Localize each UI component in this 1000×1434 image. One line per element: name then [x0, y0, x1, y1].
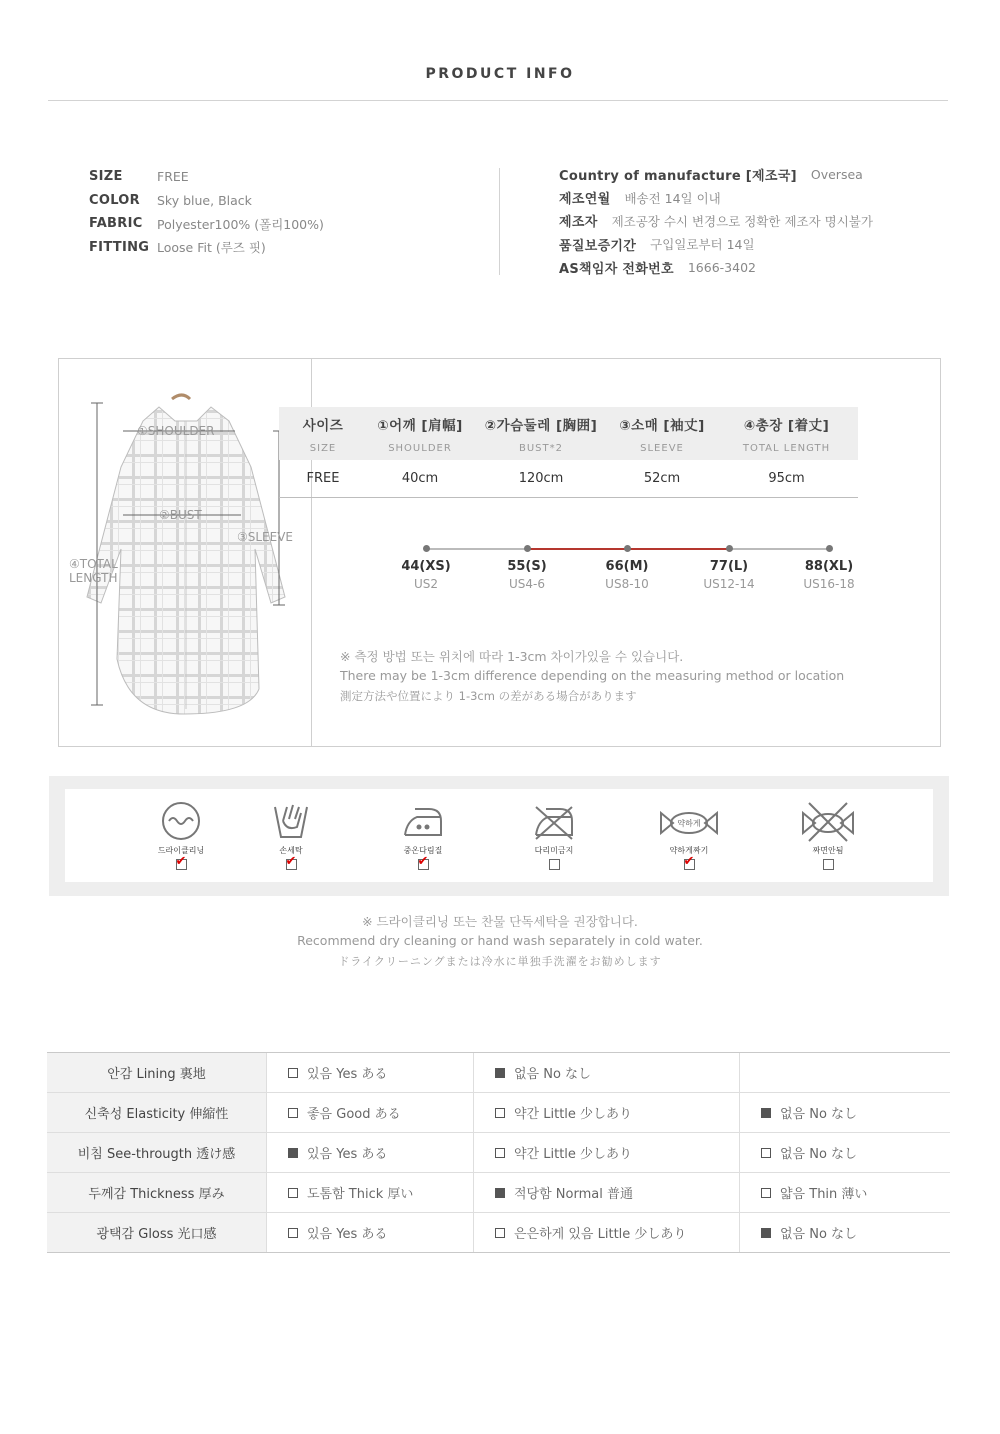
spec-value: 제조공장 수시 변경으로 정확한 제조자 명시불가 [611, 213, 873, 229]
spec-value: Polyester100% (폴리100%) [157, 216, 324, 232]
garment-diagram [59, 359, 312, 746]
spec-row-fabric [89, 212, 324, 236]
ruler-dot [624, 545, 631, 552]
feature-option [739, 1213, 950, 1252]
feature-option [473, 1133, 739, 1172]
spec-row-country [559, 163, 873, 186]
check-mark-icon: ✔ [683, 854, 695, 869]
spec-divider [499, 168, 500, 275]
care-note-en: Recommend dry cleaning or hand wash separately in cold water. [297, 932, 703, 948]
spec-key: SIZE [89, 169, 123, 185]
spec-value: Loose Fit (루즈 핏) [157, 240, 266, 256]
spec-key: FITTING [89, 239, 150, 255]
size-table-header [279, 407, 858, 460]
gentle-wring-icon-text: 약하게 [677, 819, 701, 828]
ruler-size-kr: 88(XL) [804, 559, 854, 574]
spec-key: AS책임자 전화번호 [559, 261, 674, 277]
ruler-size-kr: 77(L) [709, 559, 749, 574]
feature-option-empty [739, 1053, 950, 1092]
feature-label: 두께감 Thickness 厚み [47, 1173, 266, 1212]
care-icons-row [65, 789, 933, 882]
total-length-label-1: ④TOTAL [69, 557, 118, 571]
checkbox [495, 1068, 505, 1078]
checkbox [761, 1228, 771, 1238]
ruler-size-kr: 55(S) [507, 559, 547, 574]
feature-option [266, 1053, 473, 1092]
option-text: 약간 Little 少しあり [514, 1107, 633, 1122]
option-text: 얇음 Thin 薄い [780, 1187, 868, 1202]
header-size [279, 407, 367, 460]
care-label: 드라이클리닝 [157, 846, 205, 855]
care-item-dry-clean [141, 799, 221, 870]
header-bust [473, 407, 609, 460]
care-checkbox [823, 859, 834, 870]
feature-option [473, 1093, 739, 1132]
checkbox [761, 1108, 771, 1118]
option-text: 도톰함 Thick 厚い [307, 1187, 414, 1202]
header-en: BUST*2 [519, 442, 563, 454]
cell-bust: 120cm [518, 471, 564, 486]
gentle-wring-icon [659, 799, 719, 843]
care-label: 손세탁 [279, 846, 303, 855]
ruler-size-us: US4-6 [509, 577, 545, 591]
care-checkbox [683, 854, 695, 870]
header-ko: ③소매 [袖丈] [619, 417, 705, 434]
cell-size: FREE [306, 471, 340, 486]
checkbox [288, 1148, 298, 1158]
measure-note-jp: 測定方法や位置により 1-3cm の差がある場合があります [340, 689, 637, 703]
spec-key: FABRIC [89, 216, 143, 232]
checkbox [761, 1148, 771, 1158]
care-item-hand-wash [251, 799, 331, 870]
care-label: 다리미금지 [534, 846, 574, 855]
measure-note-en: There may be 1-3cm difference depending on the measuring method or location [340, 667, 845, 683]
header-en: SIZE [309, 442, 337, 454]
care-checkbox [285, 854, 297, 870]
spec-row-as-phone [559, 256, 873, 279]
care-label: 약하게짜기 [669, 846, 709, 855]
check-mark-icon: ✔ [417, 854, 429, 869]
option-text: 적당함 Normal 普通 [514, 1187, 633, 1202]
care-item-gentle-wring [649, 799, 729, 870]
spec-key: COLOR [89, 192, 140, 208]
size-table [279, 407, 858, 498]
care-checkbox [549, 859, 560, 870]
option-text: 있음 Yes ある [307, 1067, 388, 1082]
header-en: SLEEVE [640, 442, 684, 454]
cell-total-length: 95cm [768, 471, 805, 486]
title-divider [48, 100, 948, 101]
no-wring-icon [801, 799, 855, 843]
checkbox [288, 1068, 298, 1078]
measure-note-ko: ※ 측정 방법 또는 위치에 따라 1-3cm 차이가있을 수 있습니다. [340, 649, 684, 664]
feature-label: 비침 See-througth 透け感 [47, 1133, 266, 1172]
care-label: 중온다림질 [403, 846, 443, 855]
header-ko: 사이즈 [302, 417, 344, 434]
feature-row-see-through [47, 1133, 950, 1173]
checkbox [761, 1188, 771, 1198]
checkbox [288, 1228, 298, 1238]
spec-key: 제조연월 [559, 192, 611, 208]
header-ko: ②가슴둘레 [胸囲] [484, 417, 598, 434]
header-en: SHOULDER [388, 442, 452, 454]
header-total-length [715, 407, 858, 460]
check-mark-icon: ✔ [175, 854, 187, 869]
page-title: PRODUCT INFO [425, 66, 575, 82]
feature-option [739, 1133, 950, 1172]
option-text: 없음 No なし [780, 1107, 858, 1122]
cell-shoulder: 40cm [401, 471, 439, 486]
option-text: 있음 Yes ある [307, 1227, 388, 1242]
bust-label: ②BUST [159, 508, 202, 522]
ruler-dot [726, 545, 733, 552]
spec-key: 품질보증기간 [559, 238, 637, 254]
checkbox [495, 1188, 505, 1198]
option-text: 있음 Yes ある [307, 1147, 388, 1162]
fabric-features-table [47, 1052, 950, 1253]
ruler-dot [423, 545, 430, 552]
checkbox [495, 1108, 505, 1118]
check-mark-icon: ✔ [285, 854, 297, 869]
feature-option [739, 1173, 950, 1212]
ruler-size-us: US12-14 [703, 577, 755, 591]
care-note-ko: ※ 드라이클리닝 또는 찬물 단독세탁을 권장합니다. [362, 914, 638, 929]
spec-value: 1666-3402 [687, 259, 756, 275]
feature-row-thickness [47, 1173, 950, 1213]
total-length-label-2: LENGTH [69, 571, 118, 585]
ruler-size-kr: 66(M) [605, 559, 649, 574]
ruler-dot [826, 545, 833, 552]
spec-value: 배송전 14일 이내 [624, 190, 721, 206]
cell-sleeve: 52cm [643, 471, 681, 486]
spec-value: 구입일로부터 14일 [650, 237, 755, 253]
care-item-iron-medium [383, 799, 463, 870]
spec-value: FREE [157, 169, 189, 185]
spec-key: Country of manufacture [제조국] [559, 169, 797, 185]
ruler-size-us: US2 [413, 577, 439, 591]
feature-row-lining [47, 1053, 950, 1093]
ruler-size-label [487, 559, 567, 591]
feature-option [739, 1093, 950, 1132]
care-checkbox [417, 854, 429, 870]
care-label: 짜면안됨 [812, 846, 844, 855]
header-ko: ①어깨 [肩幅] [377, 417, 463, 434]
option-text: 없음 No なし [780, 1147, 858, 1162]
feature-option [266, 1173, 473, 1212]
ruler-size-us: US8-10 [605, 577, 649, 591]
feature-label: 안감 Lining 裏地 [47, 1053, 266, 1092]
checkbox [495, 1228, 505, 1238]
ruler-size-label [587, 559, 667, 591]
spec-list-right [559, 163, 873, 279]
feature-label: 광택감 Gloss 光口感 [47, 1213, 266, 1252]
checkbox [288, 1108, 298, 1118]
shirt-illustration [59, 359, 312, 746]
feature-option [266, 1093, 473, 1132]
ruler-size-label [689, 559, 769, 591]
shoulder-label: ①SHOULDER [137, 424, 215, 438]
feature-option [266, 1213, 473, 1252]
spec-row-warranty [559, 233, 873, 256]
feature-option [473, 1213, 739, 1252]
feature-row-elasticity [47, 1093, 950, 1133]
iron-medium-icon [401, 799, 445, 843]
option-text: 없음 No なし [514, 1067, 592, 1082]
spec-row-manufacture-date [559, 186, 873, 209]
spec-row-manufacturer [559, 209, 873, 232]
ruler-size-kr: 44(XS) [401, 559, 451, 574]
spec-row-size [89, 165, 324, 189]
option-text: 없음 No なし [780, 1227, 858, 1242]
spec-key: 제조자 [559, 215, 598, 231]
no-iron-icon [532, 799, 576, 843]
dry-clean-icon [159, 799, 203, 843]
spec-row-color [89, 189, 324, 213]
feature-option [266, 1133, 473, 1172]
feature-option [473, 1173, 739, 1212]
care-note [0, 912, 1000, 974]
feature-row-gloss [47, 1213, 950, 1253]
care-note-jp: ドライクリーニングまたは冷水に単独手洗濯をお勧めします [338, 955, 662, 968]
spec-list-left [89, 165, 324, 259]
ruler-dot [524, 545, 531, 552]
care-item-no-wring [788, 799, 868, 870]
checkbox [288, 1188, 298, 1198]
ruler-size-us: US16-18 [803, 577, 855, 591]
ruler-size-label [386, 559, 466, 591]
measure-note [340, 647, 844, 709]
checkbox [495, 1148, 505, 1158]
care-item-no-iron [514, 799, 594, 870]
header-en: TOTAL LENGTH [742, 442, 831, 454]
size-table-row [279, 460, 858, 498]
spec-value: Oversea [810, 167, 863, 183]
ruler-size-label [789, 559, 869, 591]
option-text: 은은하게 있음 Little 少しあり [514, 1227, 687, 1242]
spec-row-fitting [89, 236, 324, 260]
care-checkbox [175, 854, 187, 870]
hand-wash-icon [269, 799, 313, 843]
header-ko: ④총장 [着丈] [743, 417, 830, 434]
option-text: 약간 Little 少しあり [514, 1147, 633, 1162]
care-instructions-panel [49, 776, 949, 896]
header-sleeve [609, 407, 715, 460]
feature-option [473, 1053, 739, 1092]
sleeve-label: ③SLEEVE [237, 530, 294, 544]
header-shoulder [367, 407, 473, 460]
feature-label: 신축성 Elasticity 伸縮性 [47, 1093, 266, 1132]
spec-value: Sky blue, Black [157, 192, 252, 208]
option-text: 좋음 Good ある [307, 1107, 401, 1122]
